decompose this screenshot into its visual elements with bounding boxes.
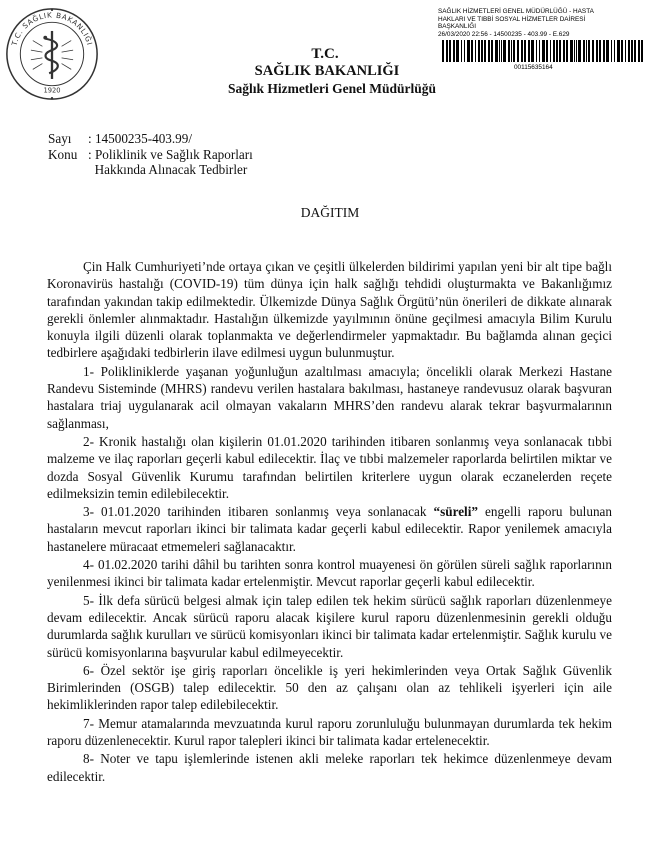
paragraph-intro: Çin Halk Cumhuriyeti’nde ortaya çıkan ve çeşitli ülkelerden bildirimi yapılan yeni bir alt tipe bağlı Koronavirüs hastalığı (COVID-19) tüm dünya için halk sağlığı tehdidi oluşturmakta ve Bakanlığımız tarafından yakından takip edilmektedir. Ülkemizde Dünya Sağlık Örgütü’nün önerileri de dikkate alınarak gerekli önlemler alınmaktadır. Hastalığın ülkemizde yayılmının önüne geçilmesi amacıyla Bilim Kurulu konuyla ilgili düzenli olarak toplanmakta ve değerlendirmeler yapmaktadır. Bu bağlamda alınan geçici tedbirlere aşağıdaki tedbirlerin ilave edilmesi uygun bulunmuştur. [47,259,612,361]
heading-directorate: Sağlık Hizmetleri Genel Müdürlüğü [227,81,437,96]
stamp-line-1: SAĞLIK HİZMETLERİ GENEL MÜDÜRLÜĞÜ - HASTA [438,8,594,15]
barcode-bar [621,40,623,62]
barcode-bar [478,40,480,62]
barcode-bar [491,40,493,62]
barcode-bar [550,40,551,62]
barcode-bar [546,40,548,62]
sayi-row [48,131,253,147]
barcode-bar [588,40,590,62]
paragraph-2: 2- Kronik hastalığı olan kişilerin 01.01.2020 tarihinden itibaren sonlanmış veya sonlanacak tıbbi malzeme ve ilaç raporları geçerli kabul edilecektir. İlaç ve tıbbi malzemeler raporlarda belirtilen miktar ve dozda Sosyal Güvenlik Kurumu tarafından belirtilen kriterlere uygun olarak eczanelerden reçete edilmeksizin temin edilebilecektir. [47,433,612,501]
barcode-bar [614,40,615,62]
barcode-bar [628,40,630,62]
barcode-bar [488,40,490,62]
barcode [440,40,648,62]
barcode-bar [606,40,609,62]
barcode-bar [583,40,585,62]
barcode-bar [531,40,534,62]
barcode-bar [563,40,565,62]
konu-label: Konu [48,146,78,162]
barcode-bar [524,40,526,62]
barcode-bar [449,40,451,62]
barcode-bar [586,40,587,62]
heading-ministry: SAĞLIK BAKANLIĞI [254,63,400,79]
barcode-bar [495,40,498,62]
svg-text:1920: 1920 [43,86,61,95]
konu-row [48,147,253,163]
barcode-bar [553,40,555,62]
barcode-bar [576,40,577,62]
registration-stamp [438,8,652,72]
barcode-bar [481,40,483,62]
barcode-bar [556,40,558,62]
barcode-bar [456,40,459,62]
barcode-bar [631,40,633,62]
barcode-bar [503,40,506,62]
barcode-bar [511,40,512,62]
barcode-bar [566,40,568,62]
svg-text:T.C. SAĞLIK BAKANLIĞI: T.C. SAĞLIK BAKANLIĞI [9,10,95,47]
barcode-bar [461,40,462,62]
konu-row-2 [48,162,253,178]
barcode-bar [559,40,561,62]
barcode-bar [528,40,530,62]
barcode-bar [501,40,502,62]
barcode-bar [596,40,598,62]
paragraph-6: 6- Özel sektör işe giriş raporları öncelikle iş yeri hekimlerinden veya Ortak Sağlık Güvenlik Birimlerinden (OSGB) talep edilecektir. 50 den az çalışanı olan az tehlikeli işyerleri için aile hekimliklerinden rapor talep edilebilecektir. [47,662,612,713]
barcode-bar [603,40,605,62]
paragraph-1: 1- Polikliniklerde yaşanan yoğunluğun azaltılması amacıyla; öncelikli olarak Merkezi Hastane Randevu Sisteminde (MHRS) randevu verilen hastalara bakılması, hastaneye randevusuz olarak başvuran hastalara triaj uygulanarak acil olmayan vakaların MHRS’den randevu alarak tekrar başvurmalarının sağlanması, [47,363,612,431]
paragraph-4: 4- 01.02.2020 tarihi dâhil bu tarihten sonra kontrol muayenesi ön görülen süreli sağlık raporlarının yenilenmesi ikinci bir talimata kadar ertelenmiştir. Mevcut raporlar geçerli kabul edilecektir. [47,557,612,590]
barcode-bar [484,40,486,62]
barcode-bar [475,40,476,62]
barcode-bar [625,40,626,62]
barcode-bar [471,40,473,62]
stamp-line-2: HAKLARI VE TIBBİ SOSYAL HİZMETLER DAİRESİ [438,15,586,23]
barcode-bar [539,40,540,62]
distribution-heading: DAĞITIM [300,205,360,220]
barcode-bar [578,40,581,62]
barcode-bar [467,40,470,62]
barcode-bar [508,40,510,62]
sayi-label: Sayı [48,131,72,146]
konu-value-2: Hakkında Alınacak Tedbirler [88,162,248,177]
barcode-bar [592,40,594,62]
barcode-bar [574,40,575,62]
barcode-bar [617,40,620,62]
document-body [47,258,612,785]
barcode-bar [542,40,545,62]
barcode-bar [513,40,515,62]
barcode-bar [442,40,444,62]
sayi-value: : 14500235-403.99/ [88,131,193,146]
barcode-bar [521,40,523,62]
paragraph-3-emphasis: “süreli” [433,504,478,520]
paragraph-5: 5- İlk defa sürücü belgesi almak için talep edilen tek hekim sürücü sağlık raporları düzenlenmeye devam edilecektir. Ancak sürücü raporu alacak kişilere kurul raporu düzenlenmesinin gerekli olduğu durumlarda sağlık kurulları ve sürücü komisyonları ikinci bir talimata kadar ertelenmiştir. Sağlık kurulu ve sürücü komisyonlarına başvurular kabul edilmeyecektir. [47,592,612,660]
barcode-bar [464,40,465,62]
heading-tc: T.C. [311,46,339,62]
paragraph-7: 7- Memur atamalarında mevzuatında kurul raporu zorunluluğu bulunmayan durumlarda tek hekim raporu düzenlenecektir. Kurul rapor talepleri ikinci bir talimata kadar ertelenecektir. [47,715,612,749]
stamp-line-3: BAŞKANLIĞI [438,23,477,31]
barcode-bar [638,40,640,62]
barcode-bar [517,40,519,62]
paragraph-3-part-2: engelli raporu bulunan hastaların mevcut raporları ikinci bir talimata kadar geçerli kabul edilecektir. Rapor yenilemek amacıyla hastanelere müracaat etmemeleri sağlanacaktır. [47,504,612,554]
barcode-bar [611,40,612,62]
barcode-bar [446,40,448,62]
paragraph-3-part-1: 3- 01.01.2020 tarihinden itibaren sonlanmış veya sonlanacak [83,504,434,520]
barcode-bar [570,40,573,62]
stamp-line-4: 26/03/2020 22:56 - 14500235 - 403.99 - E.629 [438,30,570,38]
barcode-bar [641,40,643,62]
document-meta [48,131,253,178]
barcode-number: 00115635164 [514,64,553,72]
paragraph-8: 8- Noter ve tapu işlemlerinde istenen akli meleke raporları tek hekimce düzenlenmeye devam edilecektir. [47,751,612,784]
barcode-bar [634,40,636,62]
barcode-bar [536,40,537,62]
barcode-bar [453,40,455,62]
konu-value: : Poliklinik ve Sağlık Raporları [88,146,253,162]
barcode-bar [599,40,601,62]
barcode-bar [499,40,500,62]
paragraph-3 [47,503,612,555]
